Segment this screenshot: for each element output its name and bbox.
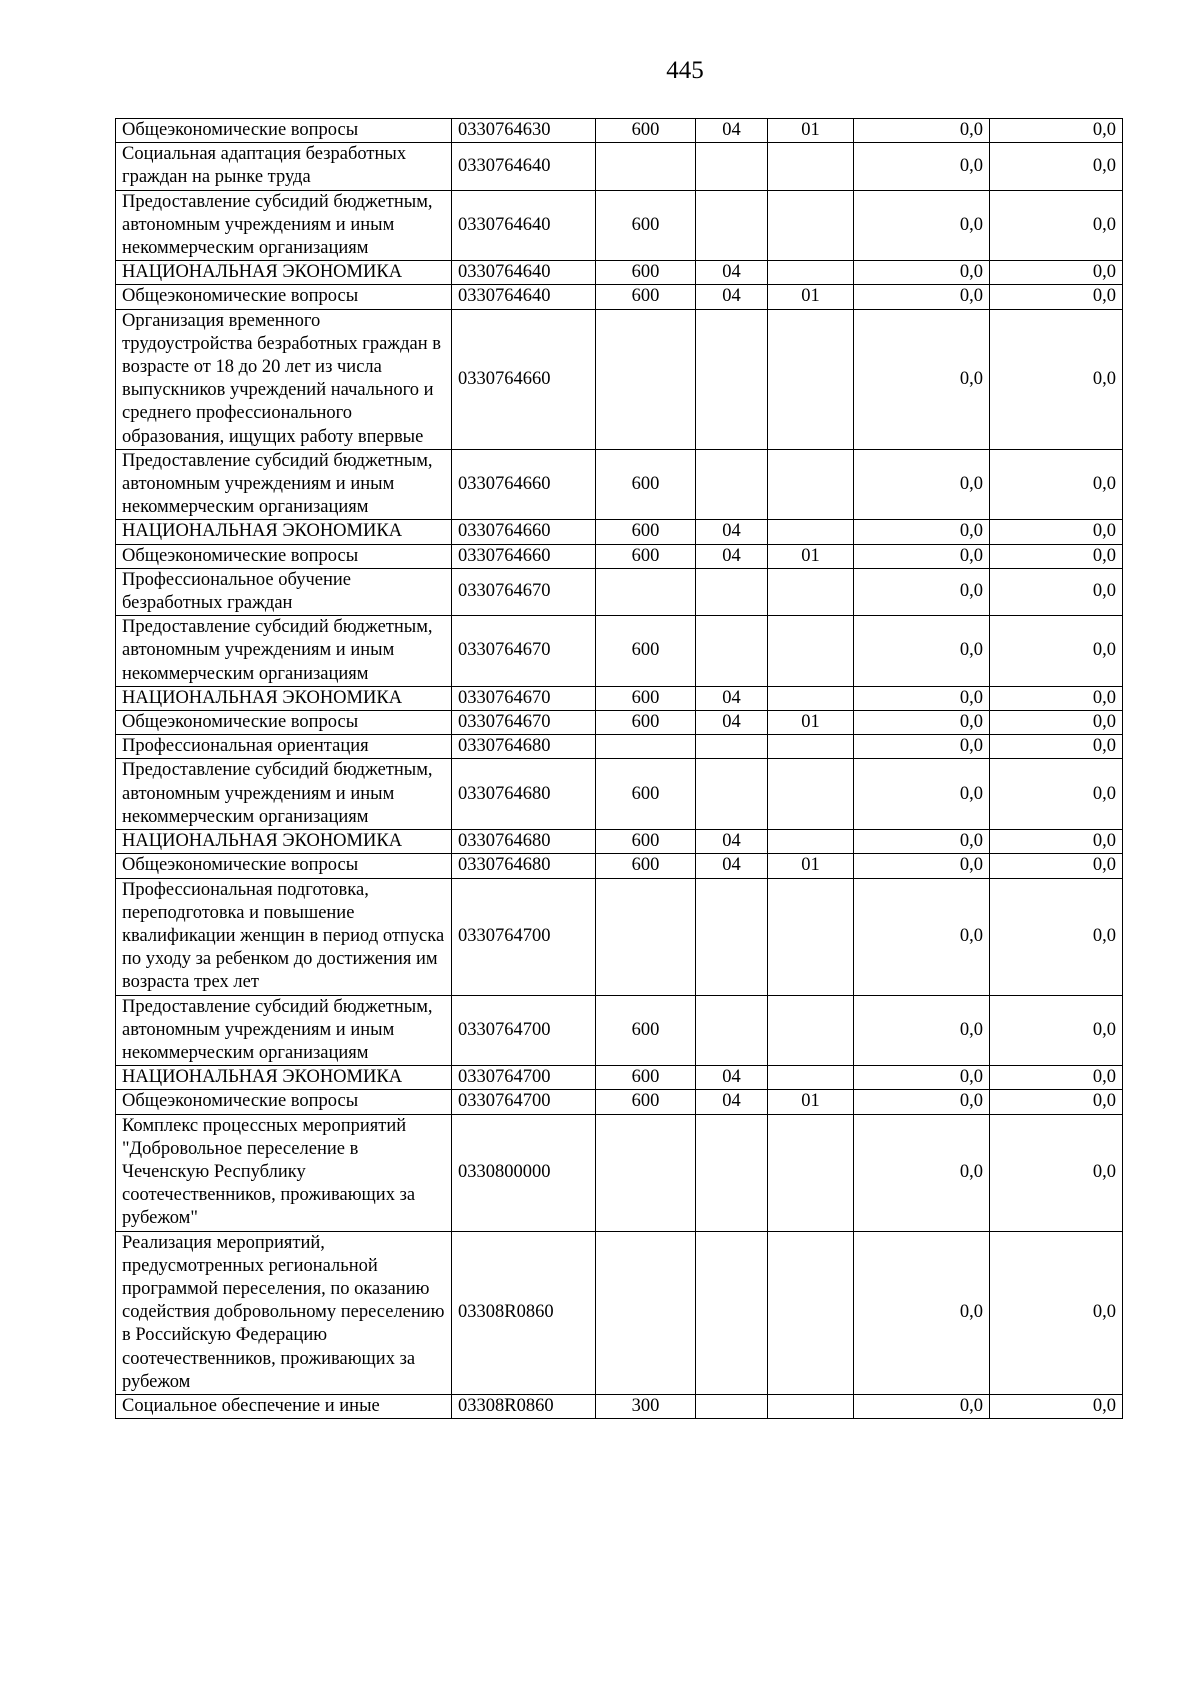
table-row	[116, 1394, 1123, 1418]
cell-subsection	[768, 1066, 854, 1090]
cell-expense-type: 600	[596, 711, 696, 735]
cell-name: Социальная адаптация безработных граждан на рынке труда	[116, 143, 452, 190]
cell-target-code: 0330764700	[452, 995, 596, 1066]
cell-target-code: 0330764700	[452, 1090, 596, 1114]
cell-name: Предоставление субсидий бюджетным, автономным учреждениям и иным некоммерческим организациям	[116, 759, 452, 830]
cell-expense-type	[596, 1231, 696, 1394]
cell-amount-2: 0,0	[990, 544, 1123, 568]
cell-amount-1: 0,0	[854, 1394, 990, 1418]
cell-subsection: 01	[768, 119, 854, 143]
cell-subsection	[768, 449, 854, 520]
cell-subsection: 01	[768, 854, 854, 878]
cell-name: Общеэкономические вопросы	[116, 1090, 452, 1114]
cell-subsection	[768, 568, 854, 615]
table-row	[116, 568, 1123, 615]
table-row	[116, 544, 1123, 568]
cell-amount-1: 0,0	[854, 1090, 990, 1114]
cell-amount-1: 0,0	[854, 711, 990, 735]
cell-subsection	[768, 686, 854, 710]
cell-subsection	[768, 995, 854, 1066]
cell-amount-1: 0,0	[854, 759, 990, 830]
cell-target-code: 0330764700	[452, 878, 596, 995]
cell-amount-1: 0,0	[854, 119, 990, 143]
cell-subsection: 01	[768, 544, 854, 568]
table-row	[116, 830, 1123, 854]
cell-amount-1: 0,0	[854, 261, 990, 285]
table-row	[116, 711, 1123, 735]
cell-subsection	[768, 143, 854, 190]
cell-section	[696, 878, 768, 995]
cell-expense-type: 600	[596, 119, 696, 143]
cell-amount-2: 0,0	[990, 449, 1123, 520]
table-row	[116, 520, 1123, 544]
cell-name: Предоставление субсидий бюджетным, автономным учреждениям и иным некоммерческим организациям	[116, 995, 452, 1066]
cell-amount-2: 0,0	[990, 190, 1123, 261]
cell-name: НАЦИОНАЛЬНАЯ ЭКОНОМИКА	[116, 830, 452, 854]
cell-expense-type	[596, 143, 696, 190]
cell-amount-2: 0,0	[990, 1090, 1123, 1114]
cell-amount-1: 0,0	[854, 854, 990, 878]
cell-amount-2: 0,0	[990, 878, 1123, 995]
cell-name: Общеэкономические вопросы	[116, 285, 452, 309]
cell-expense-type: 600	[596, 830, 696, 854]
cell-section: 04	[696, 119, 768, 143]
cell-amount-1: 0,0	[854, 568, 990, 615]
cell-amount-2: 0,0	[990, 830, 1123, 854]
cell-amount-1: 0,0	[854, 309, 990, 449]
cell-subsection	[768, 735, 854, 759]
cell-amount-1: 0,0	[854, 1066, 990, 1090]
cell-section: 04	[696, 544, 768, 568]
cell-name: Предоставление субсидий бюджетным, автономным учреждениям и иным некоммерческим организациям	[116, 190, 452, 261]
cell-subsection	[768, 1394, 854, 1418]
table-row	[116, 1090, 1123, 1114]
cell-target-code: 0330764680	[452, 759, 596, 830]
cell-name: НАЦИОНАЛЬНАЯ ЭКОНОМИКА	[116, 261, 452, 285]
cell-section	[696, 1231, 768, 1394]
cell-section	[696, 143, 768, 190]
cell-target-code: 0330764670	[452, 568, 596, 615]
cell-amount-2: 0,0	[990, 995, 1123, 1066]
cell-amount-2: 0,0	[990, 1114, 1123, 1231]
cell-target-code: 0330764630	[452, 119, 596, 143]
cell-section: 04	[696, 261, 768, 285]
table-row	[116, 119, 1123, 143]
cell-amount-1: 0,0	[854, 143, 990, 190]
cell-target-code: 0330764640	[452, 190, 596, 261]
cell-amount-1: 0,0	[854, 995, 990, 1066]
cell-section: 04	[696, 1090, 768, 1114]
table-row	[116, 995, 1123, 1066]
cell-name: Комплекс процессных мероприятий "Добровольное переселение в Чеченскую Республику соотечественников, проживающих за рубежом"	[116, 1114, 452, 1231]
cell-amount-2: 0,0	[990, 1231, 1123, 1394]
cell-name: НАЦИОНАЛЬНАЯ ЭКОНОМИКА	[116, 520, 452, 544]
cell-expense-type: 600	[596, 854, 696, 878]
cell-amount-1: 0,0	[854, 1114, 990, 1231]
cell-section	[696, 1114, 768, 1231]
cell-section: 04	[696, 1066, 768, 1090]
table-row	[116, 190, 1123, 261]
cell-subsection	[768, 1114, 854, 1231]
cell-amount-2: 0,0	[990, 119, 1123, 143]
cell-target-code: 0330764660	[452, 544, 596, 568]
table-row	[116, 1231, 1123, 1394]
cell-target-code: 0330764700	[452, 1066, 596, 1090]
table-row	[116, 616, 1123, 687]
cell-expense-type: 600	[596, 1066, 696, 1090]
cell-amount-1: 0,0	[854, 520, 990, 544]
cell-amount-1: 0,0	[854, 1231, 990, 1394]
cell-section: 04	[696, 520, 768, 544]
cell-subsection	[768, 190, 854, 261]
cell-section: 04	[696, 285, 768, 309]
cell-name: Общеэкономические вопросы	[116, 711, 452, 735]
cell-expense-type: 600	[596, 686, 696, 710]
table-row	[116, 735, 1123, 759]
table-row	[116, 1114, 1123, 1231]
cell-subsection	[768, 520, 854, 544]
table-row	[116, 143, 1123, 190]
cell-section	[696, 616, 768, 687]
cell-name: НАЦИОНАЛЬНАЯ ЭКОНОМИКА	[116, 1066, 452, 1090]
cell-target-code: 0330764670	[452, 616, 596, 687]
cell-expense-type: 600	[596, 544, 696, 568]
cell-amount-2: 0,0	[990, 759, 1123, 830]
cell-name: Общеэкономические вопросы	[116, 119, 452, 143]
table-row	[116, 285, 1123, 309]
cell-expense-type	[596, 878, 696, 995]
cell-name: Общеэкономические вопросы	[116, 854, 452, 878]
cell-subsection	[768, 1231, 854, 1394]
cell-target-code: 0330764640	[452, 285, 596, 309]
cell-target-code: 0330800000	[452, 1114, 596, 1231]
cell-expense-type: 600	[596, 520, 696, 544]
cell-amount-2: 0,0	[990, 520, 1123, 544]
table-row	[116, 1066, 1123, 1090]
cell-section	[696, 190, 768, 261]
cell-expense-type: 600	[596, 1090, 696, 1114]
cell-subsection: 01	[768, 1090, 854, 1114]
cell-section	[696, 568, 768, 615]
table-row	[116, 309, 1123, 449]
budget-table-body	[116, 119, 1123, 1419]
cell-section	[696, 759, 768, 830]
cell-name: Реализация мероприятий, предусмотренных региональной программой переселения, по оказанию содействия добровольному переселению в Российскую Федерацию соотечественников, проживающих за рубежом	[116, 1231, 452, 1394]
cell-amount-1: 0,0	[854, 735, 990, 759]
cell-expense-type: 600	[596, 995, 696, 1066]
cell-name: Общеэкономические вопросы	[116, 544, 452, 568]
table-row	[116, 878, 1123, 995]
cell-section	[696, 449, 768, 520]
table-row	[116, 759, 1123, 830]
cell-amount-2: 0,0	[990, 735, 1123, 759]
cell-target-code: 0330764660	[452, 449, 596, 520]
cell-subsection	[768, 830, 854, 854]
cell-name: НАЦИОНАЛЬНАЯ ЭКОНОМИКА	[116, 686, 452, 710]
table-row	[116, 261, 1123, 285]
cell-amount-2: 0,0	[990, 686, 1123, 710]
cell-target-code: 0330764640	[452, 261, 596, 285]
cell-expense-type	[596, 309, 696, 449]
cell-target-code: 0330764670	[452, 711, 596, 735]
cell-target-code: 0330764680	[452, 830, 596, 854]
cell-subsection	[768, 616, 854, 687]
cell-section: 04	[696, 854, 768, 878]
cell-target-code: 0330764680	[452, 735, 596, 759]
cell-amount-2: 0,0	[990, 854, 1123, 878]
cell-name: Предоставление субсидий бюджетным, автономным учреждениям и иным некоммерческим организациям	[116, 616, 452, 687]
cell-section	[696, 735, 768, 759]
cell-subsection	[768, 261, 854, 285]
cell-subsection	[768, 309, 854, 449]
cell-amount-1: 0,0	[854, 544, 990, 568]
cell-amount-1: 0,0	[854, 190, 990, 261]
cell-amount-2: 0,0	[990, 285, 1123, 309]
cell-amount-1: 0,0	[854, 686, 990, 710]
cell-amount-2: 0,0	[990, 616, 1123, 687]
cell-target-code: 0330764670	[452, 686, 596, 710]
cell-expense-type: 300	[596, 1394, 696, 1418]
page-number: 445	[666, 57, 704, 84]
cell-expense-type: 600	[596, 759, 696, 830]
cell-amount-1: 0,0	[854, 449, 990, 520]
budget-table	[115, 118, 1123, 1419]
cell-section	[696, 1394, 768, 1418]
cell-amount-1: 0,0	[854, 830, 990, 854]
cell-section	[696, 995, 768, 1066]
cell-amount-2: 0,0	[990, 261, 1123, 285]
cell-expense-type: 600	[596, 616, 696, 687]
cell-name: Организация временного трудоустройства безработных граждан в возрасте от 18 до 20 лет из числа выпускников учреждений начального и среднего профессионального образования, ищущих работу впервые	[116, 309, 452, 449]
cell-amount-2: 0,0	[990, 1066, 1123, 1090]
cell-expense-type	[596, 1114, 696, 1231]
cell-expense-type	[596, 735, 696, 759]
cell-subsection	[768, 878, 854, 995]
cell-target-code: 0330764680	[452, 854, 596, 878]
cell-target-code: 0330764640	[452, 143, 596, 190]
cell-expense-type: 600	[596, 285, 696, 309]
cell-expense-type: 600	[596, 449, 696, 520]
cell-name: Профессиональная ориентация	[116, 735, 452, 759]
cell-amount-1: 0,0	[854, 285, 990, 309]
cell-target-code: 03308R0860	[452, 1394, 596, 1418]
cell-name: Предоставление субсидий бюджетным, автономным учреждениям и иным некоммерческим организациям	[116, 449, 452, 520]
table-row	[116, 449, 1123, 520]
cell-amount-2: 0,0	[990, 143, 1123, 190]
cell-expense-type: 600	[596, 261, 696, 285]
cell-name: Социальное обеспечение и иные	[116, 1394, 452, 1418]
cell-section: 04	[696, 711, 768, 735]
cell-name: Профессиональное обучение безработных граждан	[116, 568, 452, 615]
cell-amount-2: 0,0	[990, 711, 1123, 735]
cell-section: 04	[696, 686, 768, 710]
cell-subsection	[768, 759, 854, 830]
cell-section	[696, 309, 768, 449]
cell-subsection: 01	[768, 711, 854, 735]
cell-name: Профессиональная подготовка, переподготовка и повышение квалификации женщин в период отпуска по уходу за ребенком до достижения им возраста трех лет	[116, 878, 452, 995]
cell-expense-type: 600	[596, 190, 696, 261]
cell-subsection: 01	[768, 285, 854, 309]
cell-target-code: 0330764660	[452, 309, 596, 449]
table-row	[116, 854, 1123, 878]
cell-section: 04	[696, 830, 768, 854]
cell-expense-type	[596, 568, 696, 615]
cell-amount-1: 0,0	[854, 616, 990, 687]
cell-amount-2: 0,0	[990, 309, 1123, 449]
cell-target-code: 03308R0860	[452, 1231, 596, 1394]
table-row	[116, 686, 1123, 710]
cell-amount-2: 0,0	[990, 568, 1123, 615]
cell-target-code: 0330764660	[452, 520, 596, 544]
cell-amount-1: 0,0	[854, 878, 990, 995]
cell-amount-2: 0,0	[990, 1394, 1123, 1418]
